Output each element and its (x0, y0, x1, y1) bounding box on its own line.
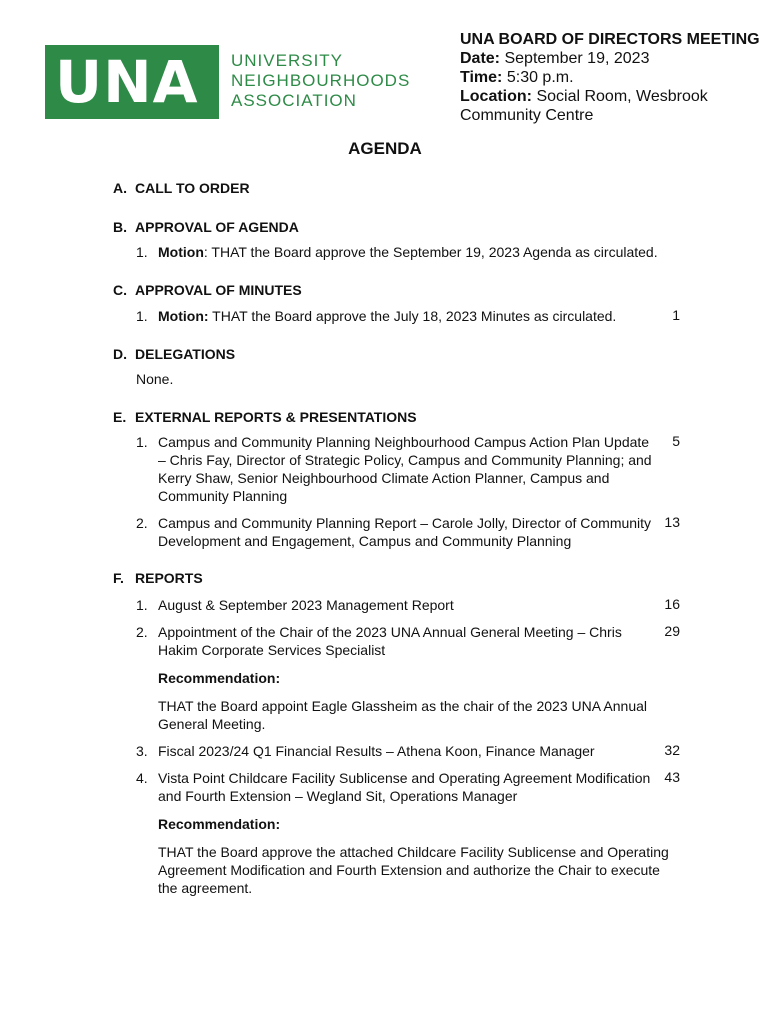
agenda-item-f2 (136, 623, 656, 659)
item-number: 4. (136, 770, 148, 786)
item-number: 1. (136, 434, 148, 450)
section-title: APPROVAL OF MINUTES (135, 282, 302, 298)
page-ref-f2: 29 (664, 623, 680, 639)
page-ref-e1: 5 (672, 433, 680, 449)
section-title: DELEGATIONS (135, 346, 236, 362)
logo-wordmark (231, 51, 410, 111)
logo-mark-text: UNA (55, 48, 199, 116)
logo-line-2: NEIGHBOURHOODS (231, 71, 411, 90)
recommendation-label-2: Recommendation: (158, 816, 281, 832)
motion-label: Motion: (158, 308, 209, 324)
item-text: THAT the Board approve the July 18, 2023 Minutes as circulated. (208, 308, 617, 324)
section-letter: C. (113, 282, 127, 298)
date-value: September 19, 2023 (504, 50, 650, 67)
agenda-item-e2 (136, 514, 656, 550)
page-ref-f3: 32 (664, 742, 680, 758)
agenda-item-f3 (136, 742, 656, 760)
recommendation-text-2: THAT the Board approve the attached Childcare Facility Sublicense and Operating Agreement Modification and Fourth Extension and authorize the Chair to execute the agreement. (158, 844, 669, 896)
logo-line-3: ASSOCIATION (231, 91, 357, 110)
location-value: Social Room, Wesbrook Community Centre (460, 88, 708, 124)
section-f-heading (113, 570, 203, 586)
item-text: : THAT the Board approve the September 19, 2023 Agenda as circulated. (203, 244, 658, 260)
motion-label: Motion (158, 244, 204, 260)
section-e-heading (113, 409, 417, 425)
una-logo-mark (45, 45, 219, 119)
item-number: 3. (136, 743, 148, 759)
meeting-date (460, 49, 760, 68)
section-title: REPORTS (135, 570, 203, 586)
date-label: Date: (460, 50, 501, 67)
meeting-info (460, 30, 760, 125)
item-number: 1. (136, 244, 148, 260)
item-text: Vista Point Childcare Facility Sublicense and Operating Agreement Modification and Fourth Extension – Wegland Sit, Operations Manager (158, 770, 651, 804)
time-value: 5:30 p.m. (506, 69, 574, 86)
agenda-item-e1 (136, 433, 656, 505)
logo-line-1: UNIVERSITY (231, 51, 344, 70)
meeting-title: UNA BOARD OF DIRECTORS MEETING (460, 31, 760, 48)
section-title: APPROVAL OF AGENDA (135, 219, 299, 235)
agenda-item-f1 (136, 596, 656, 614)
item-text: Appointment of the Chair of the 2023 UNA Annual General Meeting – Chris Hakim Corporate Services Specialist (158, 624, 622, 658)
section-d-heading (113, 346, 235, 362)
agenda-item-c1 (136, 307, 656, 325)
section-letter: F. (113, 570, 124, 586)
location-label: Location: (460, 88, 532, 105)
page-ref-e2: 13 (664, 514, 680, 530)
section-letter: B. (113, 219, 127, 235)
item-number: 1. (136, 308, 148, 324)
item-text: Fiscal 2023/24 Q1 Financial Results – Athena Koon, Finance Manager (158, 743, 595, 759)
section-c-heading (113, 282, 302, 298)
section-letter: D. (113, 346, 127, 362)
item-text: Campus and Community Planning Neighbourhood Campus Action Plan Update – Chris Fay, Director of Strategic Policy, Campus and Community Planning; and Kerry Shaw, Senior Neighbourhood Climate Action Planner, Campus and Community Planning (158, 434, 652, 504)
section-b-heading (113, 219, 299, 235)
agenda-item-b1 (136, 243, 676, 261)
item-number: 2. (136, 624, 148, 640)
agenda-title: AGENDA (348, 139, 422, 158)
agenda-item-f4 (136, 769, 656, 805)
meeting-time (460, 68, 760, 87)
recommendation-label-1: Recommendation: (158, 670, 281, 686)
page-ref-f4: 43 (664, 769, 680, 785)
delegations-none: None. (136, 371, 174, 387)
item-number: 1. (136, 597, 148, 613)
meeting-location (460, 87, 760, 125)
section-letter: A. (113, 180, 127, 196)
page-ref-f1: 16 (664, 596, 680, 612)
section-letter: E. (113, 409, 127, 425)
time-label: Time: (460, 69, 503, 86)
item-number: 2. (136, 515, 148, 531)
recommendation-text-1: THAT the Board appoint Eagle Glassheim as the chair of the 2023 UNA Annual General Meeting. (158, 698, 647, 732)
item-text: August & September 2023 Management Report (158, 597, 454, 613)
item-text: Campus and Community Planning Report – Carole Jolly, Director of Community Development and Engagement, Campus and Community Planning (158, 515, 652, 549)
section-a-heading (113, 180, 250, 196)
section-title: EXTERNAL REPORTS & PRESENTATIONS (135, 409, 417, 425)
section-title: CALL TO ORDER (135, 180, 250, 196)
page-ref-c1: 1 (672, 307, 680, 323)
